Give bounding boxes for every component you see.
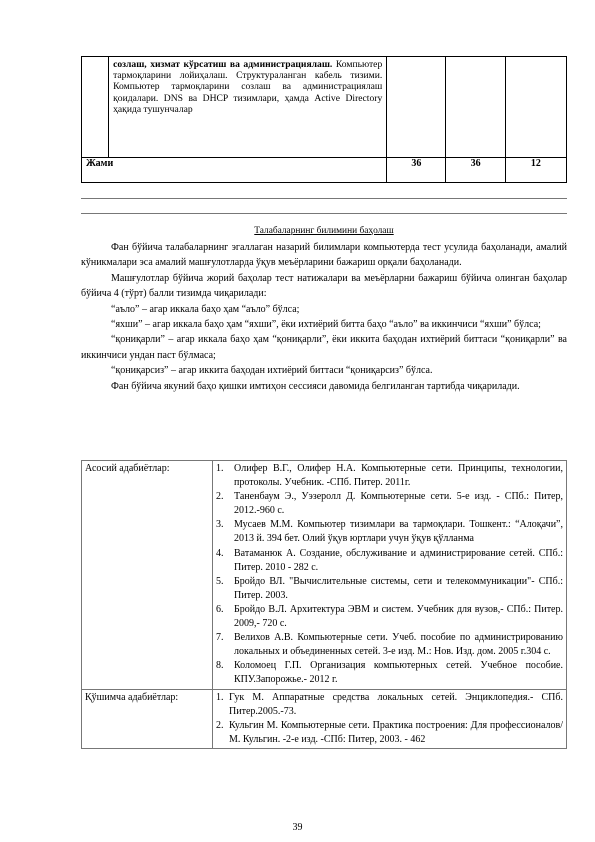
total-value: 36 — [387, 158, 446, 183]
item-text: Гук М. Аппаратные средства локальных сетей. Энциклопедия.- СПб. Питер.2005.-73. — [229, 691, 563, 717]
main-literature-list — [216, 462, 563, 688]
item-text: Ватаманюк А. Создание, обслуживание и администрирование сетей. СПб.: Питер. 2010 - 282 с. — [234, 547, 563, 573]
extra-literature-list-cell — [213, 689, 567, 748]
item-text: Таненбаум Э., Уэзеролл Д. Компьютерные сети. 5-е изд. - СПб.: Питер, 2012.-960 с. — [234, 491, 563, 517]
total-label: Жами — [82, 158, 387, 183]
list-item — [216, 691, 563, 719]
item-number: 7. — [216, 632, 224, 644]
item-number: 1. — [216, 463, 224, 474]
paragraph: Фан бўйича талабаларнинг эгаллаган назарий билимлари компьютерда тест усулида баҳоланади, амалий кўникмалари эса амалий машғулотларда ўқув меъёрларини бажариш орқали баҳоланади. — [81, 242, 567, 269]
literature-table — [81, 460, 567, 749]
paragraph: “қониқарли” – агар иккала баҳо ҳам “қониқарли”, ёки иккита баҳодан ихтиёрий биттаси “қониқарли” ва иккинчиси ундан паст бўлмаса; — [81, 334, 567, 361]
list-item — [216, 631, 563, 659]
topic-title: созлаш, хизмат кўрсатиш ва администрациялаш. — [113, 59, 333, 70]
item-number: 8. — [216, 660, 224, 672]
item-number: 1. — [216, 691, 224, 703]
paragraph: “яхши” – агар иккала баҳо ҳам “яхши”, ёки ихтиёрий битта баҳо “аъло” ва иккинчиси “яхши” бўлса; — [111, 319, 541, 331]
list-item — [216, 575, 563, 603]
table-row — [82, 461, 567, 690]
item-text: Коломоец Г.П. Организация компьютерных сетей. Учебное пособие. КПУ.Запорожье.- 2012 г. — [234, 660, 563, 686]
page-number: 39 — [292, 822, 303, 833]
extra-literature-list — [216, 691, 563, 747]
total-value: 36 — [446, 158, 505, 183]
item-number: 2. — [216, 719, 224, 731]
total-value: 12 — [505, 158, 566, 183]
table-row — [82, 57, 567, 158]
item-text: Бройдо В.Л. Архитектура ЭВМ и систем. Учебник для вузов,- СПб.: Питер. 2009,- 720 с. — [234, 603, 563, 630]
section-title: Талабаларнинг билимини баҳолаш — [254, 226, 394, 236]
section-divider — [81, 198, 567, 214]
item-number: 5. — [216, 575, 224, 587]
list-item — [216, 603, 563, 631]
paragraph: Фан бўйича якуний баҳо қишки имтиҳон сессияси давомида белгиланган тартибда чиқарилади. — [111, 380, 520, 392]
table-cell — [82, 57, 109, 158]
item-number: 6. — [216, 603, 224, 615]
paragraph: “аъло” – агар иккала баҳо ҳам “аъло” бўлса; — [111, 303, 300, 315]
list-item — [216, 719, 563, 747]
table-cell — [387, 57, 446, 158]
list-item — [216, 518, 563, 546]
item-number: 4. — [216, 547, 224, 559]
topic-body: Компьютер тармоқларини лойиҳалаш. Структураланган кабель тизими. Компьютер тармоқларини созлаш ва администрациялаш қоидалари. DNS ва DHCP тизимлари, ҳамда Active Directory ҳақида тушунчалар — [113, 59, 383, 115]
extra-literature-label: Қўшимча адабиётлар: — [82, 689, 213, 748]
item-number: 3. — [216, 519, 224, 531]
table-cell — [446, 57, 505, 158]
topic-description-cell — [109, 57, 387, 158]
hours-table — [81, 56, 567, 183]
list-item — [216, 547, 563, 575]
table-cell — [505, 57, 566, 158]
main-literature-list-cell — [213, 461, 567, 690]
item-text: Кульгин М. Компьютерные сети. Практика построения: Для профессионалов/ М. Кульгин. -2-е изд. -СПб: Питер, 2003. - 462 — [229, 719, 563, 745]
evaluation-section — [81, 226, 567, 394]
item-text: Велихов А.В. Компьютерные сети. Учеб. пособие по администрированию локальных и объединенных сетей. 3-е изд. М.: Нов. Изд. дом. 2005 г.304 с. — [234, 632, 563, 658]
item-text: Бройдо ВЛ. "Вычислительные системы, сети и телекоммуникации"- СПб.: Питер. 2003. — [234, 575, 563, 601]
list-item — [216, 490, 563, 518]
table-row — [82, 689, 567, 748]
main-literature-label: Асосий адабиётлар: — [82, 461, 213, 690]
item-text: Олифер В.Г., Олифер Н.А. Компьютерные сети. Принципы, технологии, протоколы. Учебник. -СПб. Питер. 2011г. — [234, 463, 563, 489]
total-row — [82, 158, 567, 183]
paragraph: Машғулотлар бўйича жорий баҳолар тест натижалари ва меъёрларни бажариш бўйича олинган баҳолар бўйича 4 (тўрт) балли тизимда чиқарилади: — [81, 272, 567, 300]
list-item — [216, 659, 563, 687]
paragraph: “қониқарсиз” – агар иккита баҳодан ихтиёрий биттаси “қониқарсиз” бўлса. — [111, 365, 433, 377]
item-text: Мусаев М.М. Компьютер тизимлари ва тармоқлари. Тошкент.: “Алоқачи”, 2013 й. 394 бет. Олий ўқув юртлари учун ўқув қўлланма — [234, 519, 563, 545]
list-item — [216, 462, 563, 490]
item-number: 2. — [216, 491, 224, 503]
